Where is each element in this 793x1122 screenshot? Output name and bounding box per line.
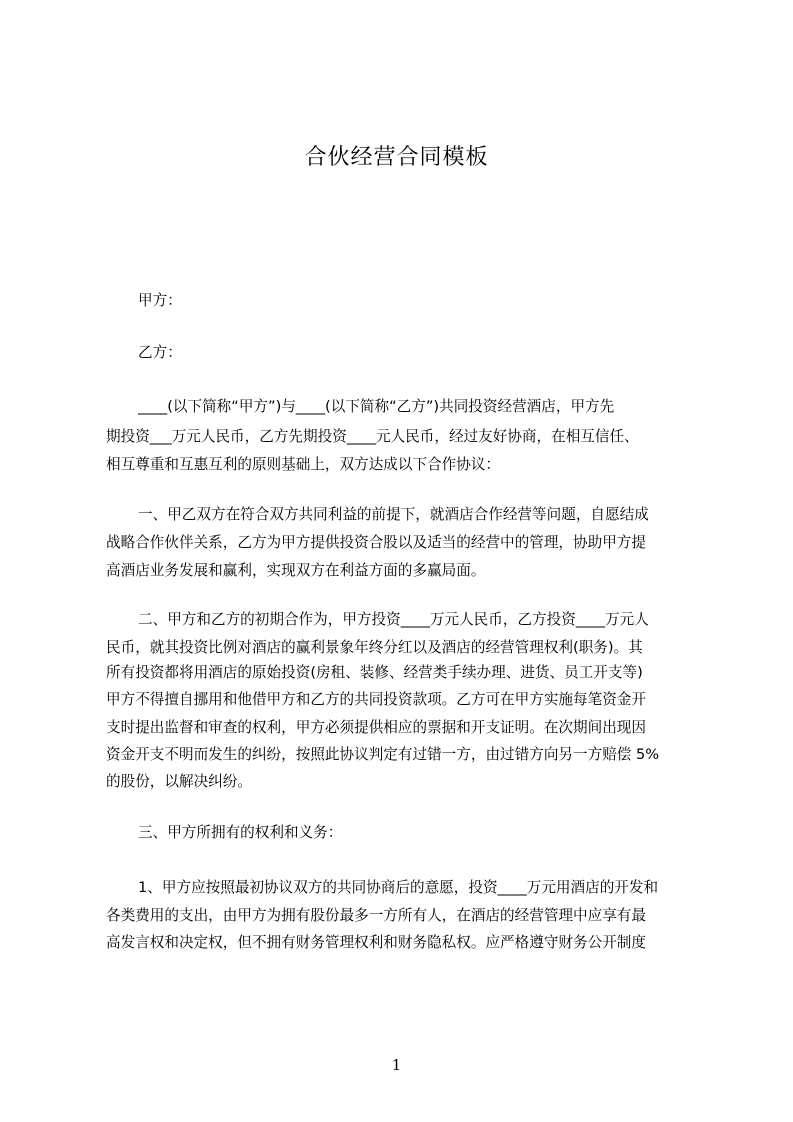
clause-3-item-1-line: 各类费用的支出，由甲方为拥有股份最多一方所有人，在酒店的经营管理中应享有最	[106, 907, 646, 924]
document-title: 合伙经营合同模板	[304, 145, 489, 170]
clause-3-heading: 三、甲方所拥有的权利和义务：	[138, 824, 343, 841]
clause-2-line: 民币，就其投资比例对酒店的赢利景象年终分红以及酒店的经营管理权利(职务)。其	[106, 639, 643, 656]
clause-2-line: 甲方不得擅自挪用和他借甲方和乙方的共同投资款项。乙方可在甲方实施每笔资金开	[106, 691, 646, 708]
clause-1-line: 一、甲乙双方在符合双方共同利益的前提下，就酒店合作经营等问题，自愿结成	[138, 506, 649, 523]
clause-2-line: 的股份，以解决纠纷。	[106, 773, 252, 790]
clause-3-item-1-line: 1、甲方应按照最初协议双方的共同协商后的意愿，投资____万元用酒店的开发和	[138, 879, 659, 896]
page-number: 1	[391, 1056, 402, 1074]
clause-1-line: 战略合作伙伴关系，乙方为甲方提供投资合股以及适当的经营中的管理，协助甲方提	[106, 534, 646, 551]
intro-line: 相互尊重和互惠互利的原则基础上，双方达成以下合作协议：	[106, 456, 501, 473]
intro-line: ____(以下简称“甲方”)与____(以下简称“乙方”)共同投资经营酒店，甲方先	[138, 398, 615, 415]
clause-2-line: 所有投资都将用酒店的原始投资(房租、装修、经营类手续办理、进货、员工开支等)	[106, 664, 643, 681]
intro-line: 期投资___万元人民币，乙方先期投资____元人民币，经过友好协商，在相互信任、	[106, 428, 639, 445]
clause-3-item-1-line: 高发言权和决定权，但不拥有财务管理权利和财务隐私权。应严格遵守财务公开制度	[106, 934, 646, 951]
clause-2-line: 支时提出监督和审查的权利，甲方必须提供相应的票据和开支证明。在次期间出现因	[106, 719, 646, 736]
party-b-label: 乙方：	[138, 344, 182, 361]
party-a-label: 甲方：	[138, 292, 182, 309]
clause-2-line: 资金开支不明而发生的纠纷，按照此协议判定有过错一方，由过错方向另一方赔偿 5%	[106, 746, 660, 763]
clause-2-line: 二、甲方和乙方的初期合作为，甲方投资____万元人民币，乙方投资____万元人	[138, 611, 649, 628]
clause-1-line: 高酒店业务发展和赢利，实现双方在利益方面的多赢局面。	[106, 562, 486, 579]
